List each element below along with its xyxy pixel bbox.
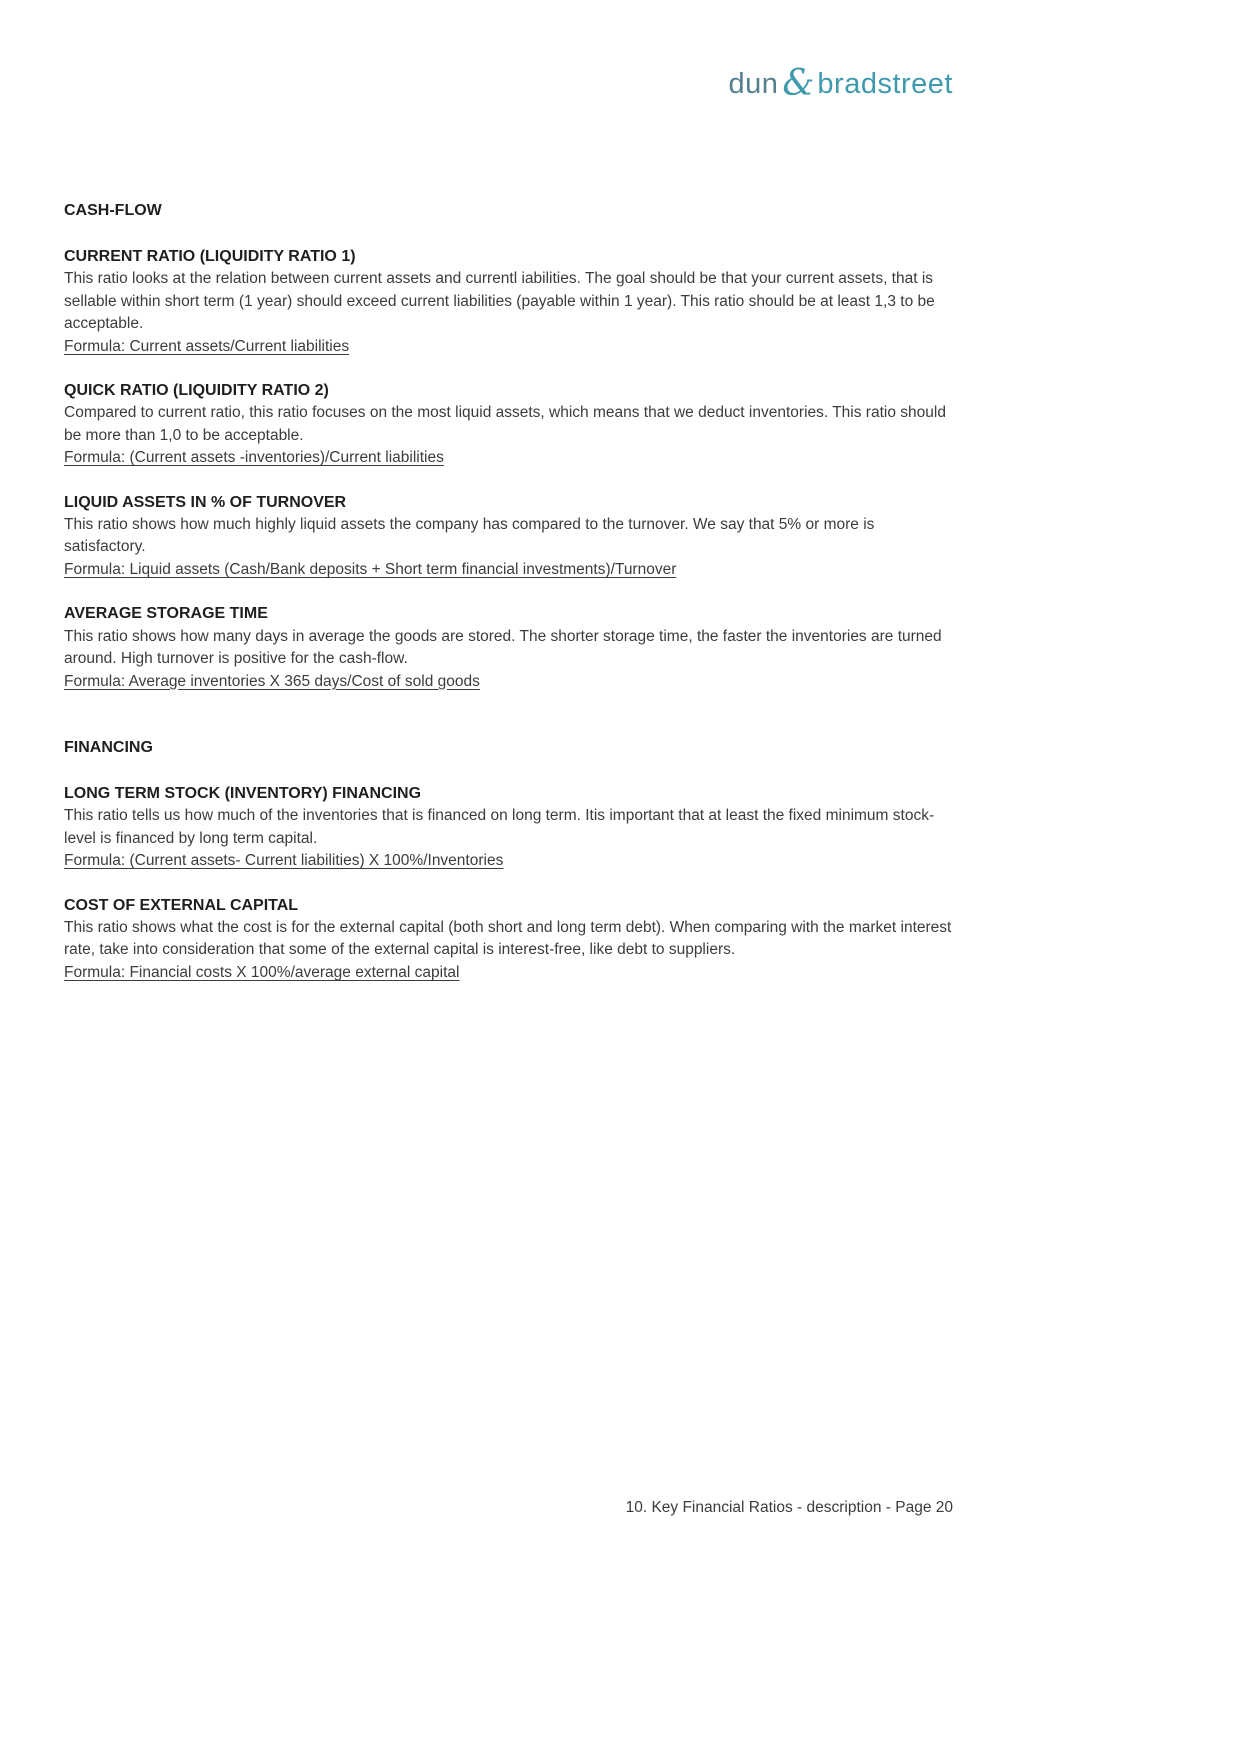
ratio-description: Compared to current ratio, this ratio focuses on the most liquid assets, which means that we deduct inventories. This ratio should be more than 1,0 to be acceptable. (64, 404, 946, 444)
section-financing (64, 737, 953, 984)
ratio-title: AVERAGE STORAGE TIME (64, 605, 268, 623)
ratio-description: This ratio tells us how much of the inventories that is financed on long term. Itis important that at least the fixed minimum stock-level is financed by long term capital. (64, 807, 935, 847)
ratio-description: This ratio looks at the relation between current assets and currentl iabilities. The goal should be that your current assets, that is sellable within short term (1 year) should exceed current liabilities (payable within 1 year). This ratio should be at least 1,3 to be acceptable. (64, 270, 935, 333)
page-content (64, 0, 953, 1006)
ratio-title: QUICK RATIO (LIQUIDITY RATIO 2) (64, 382, 329, 400)
logo-ampersand-icon: & (782, 63, 815, 104)
ratio-entry-liquid-assets (64, 492, 953, 582)
ratio-description: This ratio shows what the cost is for the external capital (both short and long term debt). When comparing with the market interest rate, take into consideration that some of the external capital is interest-free, like debt to suppliers. (64, 918, 952, 959)
ratio-formula: Formula: (Current assets -inventories)/Current liabilities (64, 449, 444, 467)
page-footer: 10. Key Financial Ratios - description - Page 20 (625, 1499, 953, 1516)
section-heading-financing: FINANCING (64, 738, 153, 756)
ratio-title: LONG TERM STOCK (INVENTORY) FINANCING (64, 784, 422, 802)
ratio-entry-quick-ratio (64, 380, 953, 470)
ratio-entry-cost-of-external-capital (64, 895, 953, 985)
ratio-formula: Formula: (Current assets- Current liabilities) X 100%/Inventories (64, 852, 504, 870)
ratio-title: CURRENT RATIO (LIQUIDITY RATIO 1) (64, 248, 356, 265)
document-body (64, 200, 953, 984)
logo-text-bradstreet: bradstreet (817, 68, 953, 100)
ratio-description: This ratio shows how many days in average the goods are stored. The shorter storage time, the faster the inventories are turned around. High turnover is positive for the cash-flow. (64, 627, 942, 668)
section-cash-flow (64, 200, 953, 693)
ratio-formula: Formula: Financial costs X 100%/average external capital (64, 963, 460, 981)
ratio-entry-current-ratio (64, 246, 953, 358)
ratio-title: COST OF EXTERNAL CAPITAL (64, 896, 299, 914)
ratio-title: LIQUID ASSETS IN % OF TURNOVER (64, 493, 347, 511)
ratio-description: This ratio shows how much highly liquid assets the company has compared to the turnover. We say that 5% or more is satisfactory. (64, 516, 875, 556)
dnb-logo (64, 63, 953, 104)
ratio-formula: Formula: Average inventories X 365 days/Cost of sold goods (64, 672, 480, 690)
ratio-entry-long-term-stock-financing (64, 783, 953, 873)
ratio-formula: Formula: Liquid assets (Cash/Bank deposits + Short term financial investments)/Turnover (64, 560, 677, 578)
section-heading-cash-flow: CASH-FLOW (64, 202, 162, 219)
logo-text-dun: dun (728, 68, 779, 100)
ratio-formula: Formula: Current assets/Current liabilities (64, 337, 350, 355)
ratio-entry-average-storage-time (64, 603, 953, 693)
